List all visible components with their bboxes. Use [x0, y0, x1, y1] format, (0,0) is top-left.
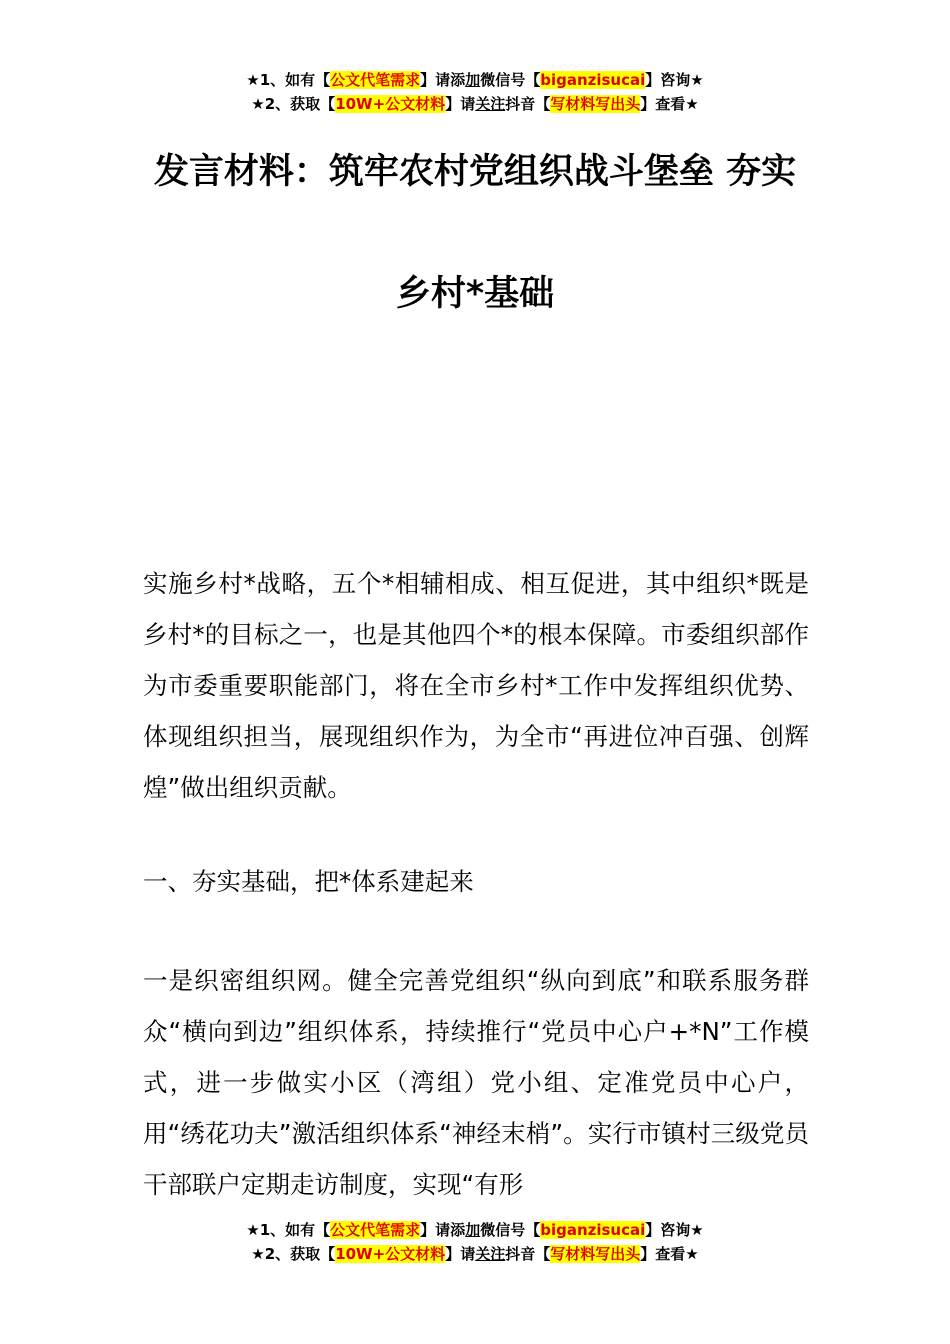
banner-highlight-douyin: 写材料写出头: [550, 95, 641, 113]
banner-line-2: [0, 1242, 950, 1266]
banner-text: 】请: [445, 95, 476, 113]
banner-text: 抖音【: [505, 1245, 551, 1263]
banner-highlight-wechat-id: biganzisucai: [540, 1221, 646, 1239]
document-title-line-1: 发言材料：筑牢农村党组织战斗堡垒 夯实: [153, 152, 797, 192]
banner-text: 微信号【: [480, 71, 541, 89]
banner-line-1: [0, 1218, 950, 1242]
body-paragraph: 一是织密组织网。健全完善党组织“纵向到底”和联系服务群众“横向到边”组织体系，持续推行“党员中心户+*N”工作模式，进一步做实小区（湾组）党小组、定准党员中心户，用“绣花功夫”激活组织体系“神经末梢”。实行市镇村三级党员干部联户定期走访制度，实现“有形: [143, 966, 809, 1199]
banner-text: 】咨询★: [645, 71, 704, 89]
banner-highlight-service: 公文代笔需求: [330, 1221, 421, 1239]
banner-highlight-douyin: 写材料写出头: [550, 1245, 641, 1263]
banner-underlined-text: 关注: [475, 1245, 506, 1263]
header-banner: [0, 68, 950, 116]
banner-text: ★1、如有【: [246, 71, 331, 89]
banner-text: 微信号【: [480, 1221, 541, 1239]
banner-text: 】请添: [420, 71, 466, 89]
section-heading: 一、夯实基础，把*体系建起来: [143, 867, 474, 896]
banner-underlined-text: 关注: [475, 95, 506, 113]
banner-text: 抖音【: [505, 95, 551, 113]
document-title-line-2: 乡村*基础: [395, 274, 555, 314]
banner-highlight-wechat-id: biganzisucai: [540, 71, 646, 89]
banner-highlight-service: 公文代笔需求: [330, 71, 421, 89]
banner-text: 】查看★: [640, 1245, 699, 1263]
footer-banner: [0, 1218, 950, 1266]
banner-text: 】请: [445, 1245, 476, 1263]
intro-paragraph: 实施乡村*战略，五个*相辅相成、相互促进，其中组织*既是乡村*的目标之一，也是其他四个*的根本保障。市委组织部作为市委重要职能部门，将在全市乡村*工作中发挥组织优势、体现组织担当，展现组织作为，为全市“再进位冲百强、创辉煌”做出组织贡献。: [143, 569, 809, 802]
banner-text: ★2、获取【: [251, 1245, 336, 1263]
banner-line-2: [0, 92, 950, 116]
banner-text: 】请添: [420, 1221, 466, 1239]
banner-highlight-materials: 10W+公文材料: [335, 1245, 446, 1263]
banner-text: ★1、如有【: [246, 1221, 331, 1239]
banner-underlined-text: 加: [465, 1221, 481, 1239]
banner-highlight-materials: 10W+公文材料: [335, 95, 446, 113]
banner-text: 】咨询★: [645, 1221, 704, 1239]
banner-line-1: [0, 68, 950, 92]
banner-underlined-text: 加: [465, 71, 481, 89]
banner-text: 】查看★: [640, 95, 699, 113]
banner-text: ★2、获取【: [251, 95, 336, 113]
